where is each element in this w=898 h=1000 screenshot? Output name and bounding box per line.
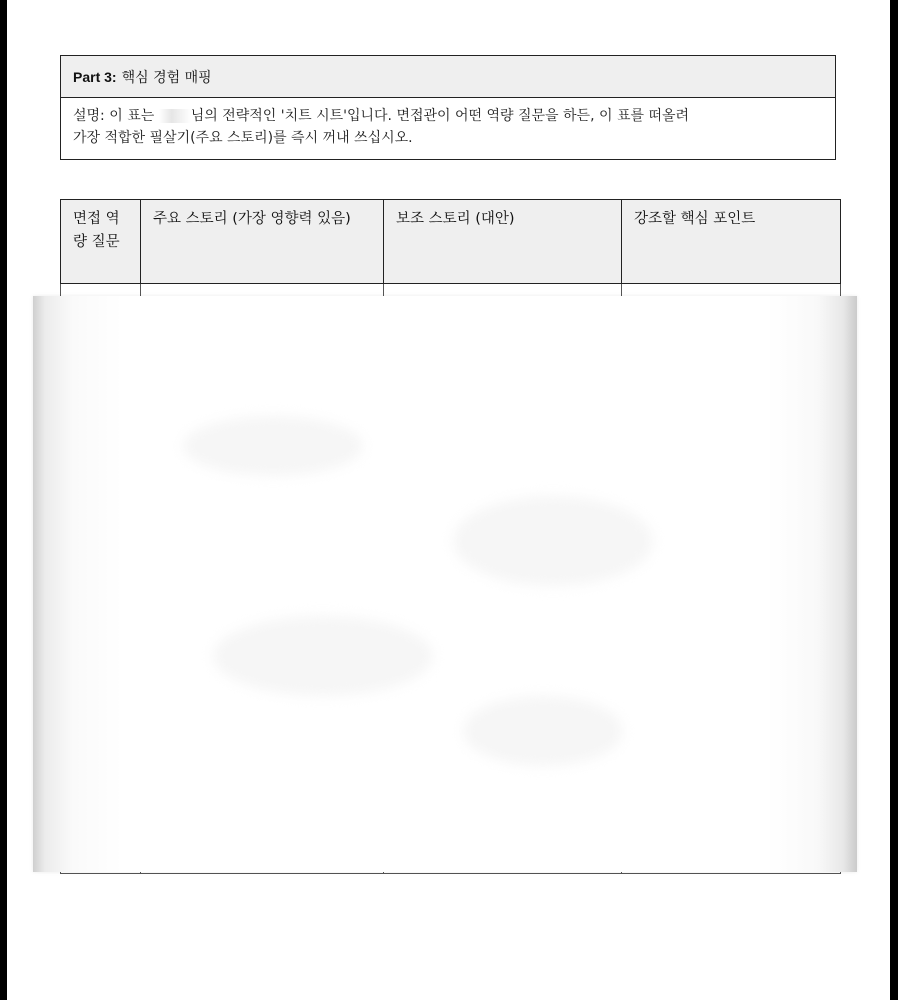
header-key-points: 강조할 핵심 포인트 bbox=[622, 200, 841, 284]
blur-smudge bbox=[453, 496, 653, 586]
part-label: Part 3: bbox=[73, 68, 117, 85]
description-end: 님의 전략적인 '치트 시트'입니다. 면접관이 어떤 역량 질문을 하든, 이 표를 떠올려 bbox=[190, 108, 690, 124]
part-heading bbox=[61, 56, 835, 98]
blur-smudge bbox=[213, 616, 433, 696]
header-main-story: 주요 스토리 (가장 영향력 있음) bbox=[141, 200, 384, 284]
table-header-row bbox=[61, 200, 841, 284]
header-backup-story: 보조 스토리 (대안) bbox=[384, 200, 622, 284]
blurred-content-overlay bbox=[33, 296, 857, 872]
document-page bbox=[7, 0, 890, 1000]
redacted-name bbox=[159, 109, 191, 123]
description-start: 설명: 이 표는 bbox=[73, 108, 155, 124]
part-3-box bbox=[60, 55, 836, 160]
description-line-2: 가장 적합한 필살기(주요 스토리)를 즉시 꺼내 쓰십시오. bbox=[73, 130, 413, 146]
part-description bbox=[61, 98, 835, 156]
blur-smudge bbox=[183, 416, 363, 476]
blur-smudge bbox=[463, 696, 623, 766]
part-title: 핵심 경험 매핑 bbox=[121, 69, 212, 86]
header-competency-question: 면접 역량 질문 bbox=[61, 200, 141, 284]
